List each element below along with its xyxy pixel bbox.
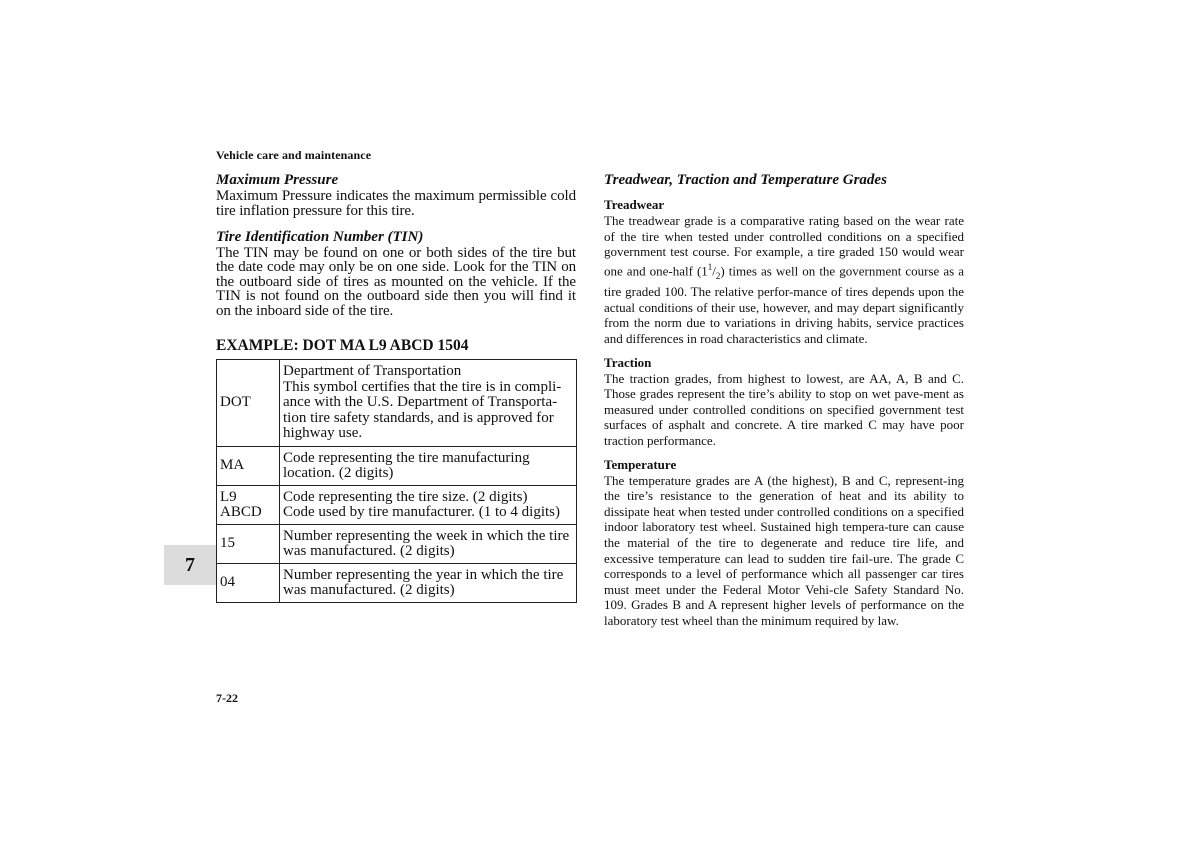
tin-heading: Tire Identification Number (TIN) <box>216 229 424 245</box>
table-row <box>217 360 577 447</box>
code-cell <box>217 486 280 525</box>
traction-text: The traction grades, from highest to lowest, are AA, A, B and C. Those grades represent the tire’s ability to stop on wet pave-ment as measured under controlled conditions on specified government test surfaces of asphalt and concrete. A tire marked C may have poor traction performance. <box>604 370 964 449</box>
description-text: This symbol certifies that the tire is in compli-ance with the U.S. Department of Transporta-tion tire safety standards, and is approved for highway use. <box>283 378 562 442</box>
example-title: EXAMPLE: DOT MA L9 ABCD 1504 <box>216 337 469 355</box>
grades-heading: Treadwear, Traction and Temperature Grades <box>604 172 887 188</box>
code-cell: 15 <box>217 525 280 564</box>
treadwear-text-part: The treadwear grade is a comparative rating based on the wear rate of the tire when tested under controlled conditions on a specified government test course. For example, a tire graded 150 would wear one and one-half (1 <box>604 213 964 279</box>
page-number: 7-22 <box>216 691 238 705</box>
code-line: L9 <box>220 488 237 505</box>
table-row <box>217 525 577 564</box>
code-cell: 04 <box>217 564 280 603</box>
left-column <box>216 171 576 603</box>
description-line: Code used by tire manufacturer. (1 to 4 digits) <box>283 504 561 521</box>
description-cell: Number representing the year in which the tire was manufactured. (2 digits) <box>280 564 577 603</box>
fraction-numerator: 1 <box>707 261 713 272</box>
description-line: Code representing the tire size. (2 digits) <box>283 488 528 505</box>
table-row <box>217 564 577 603</box>
tin-text: The TIN may be found on one or both sides of the tire but the date code may only be on one side. Look for the TIN on the outboard side of tires as mounted on the vehicle. If the TIN is not found on the outboard side then you will find it on the inboard side of the tire. <box>216 245 576 319</box>
temperature-text: The temperature grades are A (the highest), B and C, represent-ing the tire’s resistance to the generation of heat and its ability to dissipate heat when tested under controlled conditions on a specified indoor laboratory test wheel. Sustained high tempera-ture can cause the material of the tire to degenerate and reduce tire life, and excessive temperature can lead to sudden tire fail-ure. The grade C corresponds to a level of performance which all passenger car tires must meet under the Federal Motor Vehi-cle Safety Standard No. 109. Grades B and A represent higher levels of performance on the laboratory test wheel than the minimum required by law. <box>604 472 964 628</box>
right-column <box>604 171 964 637</box>
description-title: Department of Transportation <box>283 363 462 380</box>
max-pressure-heading: Maximum Pressure <box>216 172 339 188</box>
treadwear-text-part: ) times as well on the government course as a tire graded 100. The relative perfor-mance of tires depends upon the actual conditions of their use, however, and may depart significantly from the norm due to variations in driving habits, service practices and differences in road characteristics and climate. <box>604 263 964 347</box>
tin-example-table <box>216 359 577 603</box>
table-row <box>217 486 577 525</box>
code-cell: MA <box>217 447 280 486</box>
description-cell <box>280 360 577 447</box>
description-cell: Number representing the week in which the tire was manufactured. (2 digits) <box>280 525 577 564</box>
description-cell: Code representing the tire manufacturing location. (2 digits) <box>280 447 577 486</box>
treadwear-title: Treadwear <box>604 197 665 212</box>
chapter-tab: 7 <box>164 545 216 585</box>
treadwear-text: The treadwear grade is a comparative rating based on the wear rate of the tire when tested under controlled conditions on a specified government test course. For example, a tire graded 150 would wear one and one-half $(1^1/_2)$ times as well on the government course as a tire graded 100. The relative perfor-mance of tires depends upon the actual conditions of their use, however, and may depart significantly from the norm due to variations in driving habits, service practices and differences in road characteristics and climate. <box>604 213 964 347</box>
fraction-denominator: 2 <box>715 270 721 281</box>
code-cell: DOT <box>217 360 280 447</box>
description-cell <box>280 486 577 525</box>
max-pressure-text: Maximum Pressure indicates the maximum permissible cold tire inflation pressure for this tire. <box>216 188 576 219</box>
table-row <box>217 447 577 486</box>
section-header: Vehicle care and maintenance <box>216 148 372 162</box>
temperature-title: Temperature <box>604 456 677 472</box>
code-line: ABCD <box>220 504 262 521</box>
traction-title: Traction <box>604 354 652 370</box>
